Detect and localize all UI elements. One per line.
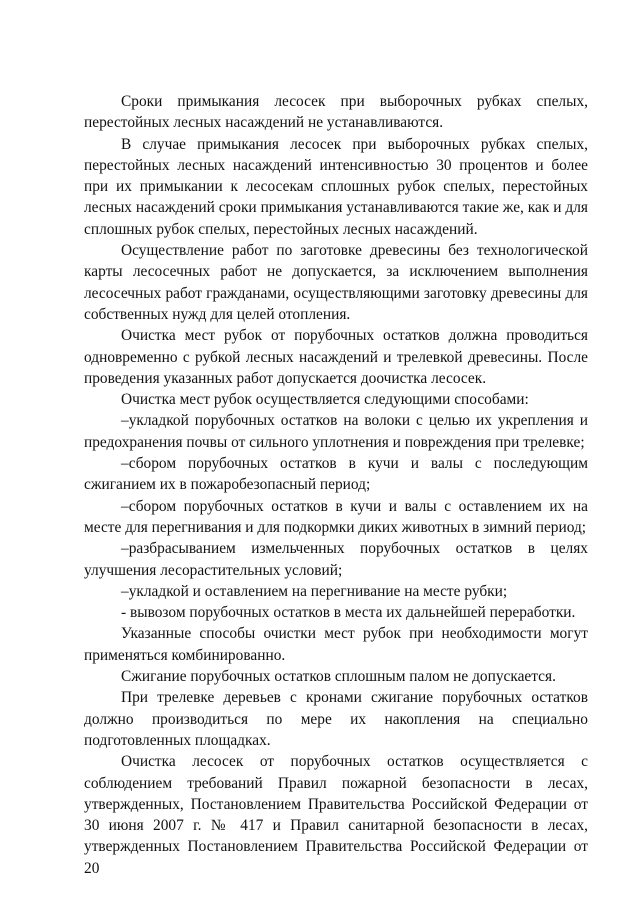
list-item-method-scattering: –разбрасыванием измельченных порубочных остатков в целях улучшения лесорастительных условий; [84,540,588,579]
paragraph-crown-skidding: При трелевке деревьев с кронами сжигание порубочных остатков должно производиться по мере их накопления на специально подготовленных площадках. [84,689,588,749]
paragraph-adjacent-plots: В случае примыкания лесосек при выборочных рубках спелых, перестойных лесных насаждений интенсивностью 30 процентов и более при их примыкании к лесосекам сплошных рубок спелых, перестойных лесных насаждений сроки примыкания устанавливаются такие же, как и для сплошных рубок спелых, перестойных лесных насаждений. [84,135,588,238]
list-item-method-laying: –укладкой порубочных остатков на волоки с целью их укрепления и предохранения почвы от сильного уплотнения и повреждения при трелевке; [84,412,588,451]
paragraph-clearance-deadlines: Сроки примыкания лесосек при выборочных рубках спелых, перестойных лесных насаждений не устанавливаются. [84,93,588,132]
paragraph-combined-methods: Указанные способы очистки мест рубок при необходимости могут применяться комбинированно. [84,625,588,664]
paragraph-safety-rules: Очистка лесосек от порубочных остатков осуществляется с соблюдением требований Правил пожарной безопасности в лесах, утвержденных, Постановлением Правительства Российской Федерации от 30 июня 2007 г. № 417 и Правил санитарной безопасности в лесах, утвержденных Постановлением Правительства Российской Федерации от 20 [84,753,588,877]
list-item-method-burning: –сбором порубочных остатков в кучи и валы с последующим сжиганием их в пожаробезопасный период; [84,455,588,494]
list-item-method-piling: –сбором порубочных остатков в кучи и валы с оставлением их на месте для перегнивания и для подкормки диких животных в зимний период; [84,497,588,536]
paragraph-cleaning-timing: Очистка мест рубок от порубочных остатков должна проводиться одновременно с рубкой лесных насаждений и трелевкой древесины. После проведения указанных работ допускается доочистка лесосек. [84,327,588,387]
list-item-method-removal: - вывозом порубочных остатков в места их дальнейшей переработки. [121,604,576,622]
paragraph-technological-map: Осуществление работ по заготовке древесины без технологической карты лесосечных работ не допускается, за исключением выполнения лесосечных работ гражданами, осуществляющими заготовку древесины для собственных нужд для целей отопления. [84,242,588,323]
list-item-method-rotting: –укладкой и оставлением на перегнивание на месте рубки; [121,582,508,600]
paragraph-cleaning-methods-intro: Очистка мест рубок осуществляется следующими способами: [121,391,529,409]
paragraph-burning-prohibited: Сжигание порубочных остатков сплошным палом не допускается. [121,668,556,686]
document-page [84,91,588,879]
